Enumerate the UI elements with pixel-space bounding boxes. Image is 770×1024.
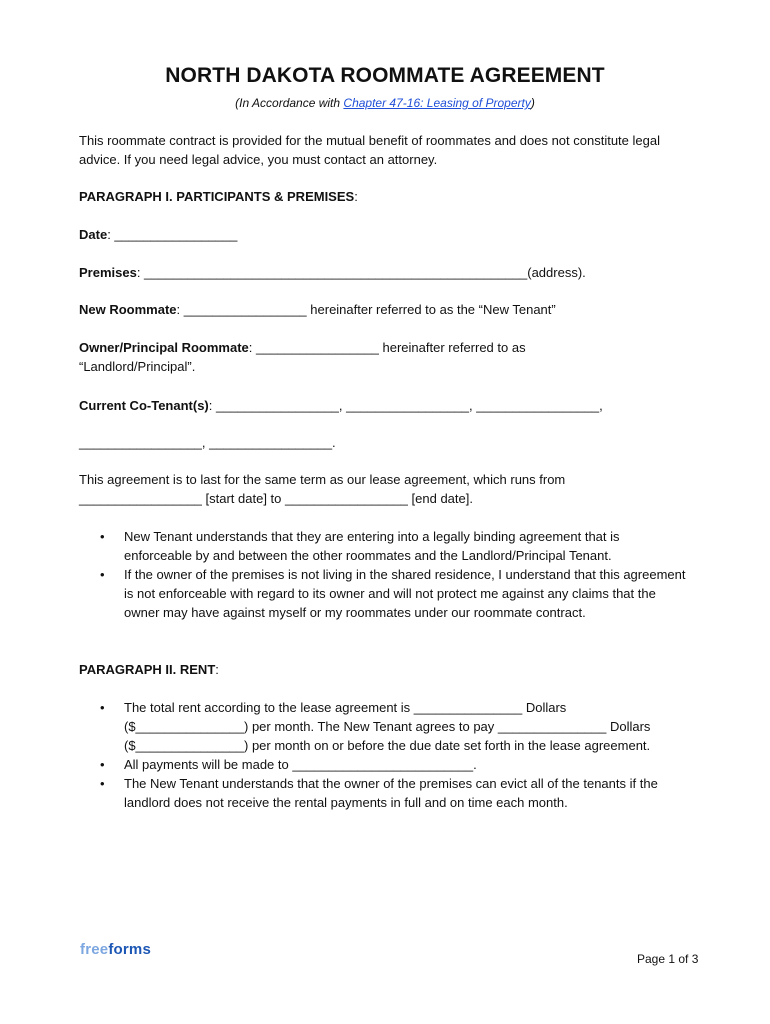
bullet-glyph: • — [100, 567, 105, 582]
cotenants-line-2: _________________, _________________. — [79, 435, 336, 450]
paragraph-1-heading-colon: : — [354, 189, 358, 204]
premises-field — [79, 263, 699, 282]
new-roommate-label: New Roommate — [79, 302, 177, 317]
subtitle-prefix: In Accordance with — [239, 96, 344, 110]
premises-blank: : _____________________________________________________(address). — [136, 265, 586, 280]
cotenants-field — [79, 396, 699, 415]
list-item — [79, 565, 689, 622]
paragraph-1-bullets — [79, 527, 689, 622]
freeforms-logo — [80, 941, 151, 958]
list-item — [79, 527, 689, 565]
paragraph-2-heading — [79, 660, 679, 679]
document-subtitle — [0, 96, 770, 110]
list-item — [79, 755, 689, 774]
premises-label: Premises — [79, 265, 137, 280]
new-roommate-field — [79, 300, 699, 319]
intro-paragraph: This roommate contract is provided for the mutual benefit of roommates and does not constitute legal advice. If you need legal advice, you must contact an attorney. — [79, 133, 660, 167]
date-label: Date — [79, 227, 108, 242]
statute-link[interactable]: Chapter 47-16: Leasing of Property — [343, 96, 531, 110]
new-roommate-blank: : _________________ hereinafter referred to as the “New Tenant” — [176, 302, 556, 317]
page-number: Page 1 of 3 — [637, 952, 699, 966]
list-item-text: The total rent according to the lease agreement is _______________ Dollars ($_______________) per month. The New Tenant agrees to pay _______________ Dollars ($_______________) per month on or before the due date set forth in the lease agreement. — [124, 700, 651, 753]
date-blank: : _________________ — [107, 227, 238, 242]
bullet-glyph: • — [100, 700, 105, 715]
cotenants-label: Current Co-Tenant(s) — [79, 398, 209, 413]
list-item — [79, 698, 689, 755]
list-item-text: New Tenant understands that they are entering into a legally binding agreement that is enforceable by and between the other roommates and the Landlord/Principal Tenant. — [124, 529, 620, 563]
logo-forms-part: forms — [108, 941, 152, 958]
list-item-text: All payments will be made to _________________________. — [124, 757, 477, 772]
term-paragraph: This agreement is to last for the same term as our lease agreement, which runs from _________________ [start date] to _________________ [end date]. — [79, 472, 566, 506]
list-item-text: The New Tenant understands that the owner of the premises can evict all of the tenants if the landlord does not receive the rental payments in full and on time each month. — [124, 776, 658, 810]
paragraph-1-heading-text: PARAGRAPH I. PARTICIPANTS & PREMISES — [79, 189, 355, 204]
subtitle-open-paren: ( — [235, 96, 240, 110]
date-field — [79, 225, 679, 244]
subtitle-close-paren: ) — [530, 96, 535, 110]
document-title: NORTH DAKOTA ROOMMATE AGREEMENT — [165, 64, 605, 87]
cotenants-blank: : _________________, _________________, _________________, — [208, 398, 603, 413]
paragraph-2-heading-colon: : — [215, 662, 219, 677]
bullet-glyph: • — [100, 776, 105, 791]
bullet-glyph: • — [100, 757, 105, 772]
logo-free-part: free — [80, 941, 109, 958]
bullet-glyph: • — [100, 529, 105, 544]
paragraph-2-heading-text: PARAGRAPH II. RENT — [79, 662, 216, 677]
owner-blank: : _________________ hereinafter referred to as “Landlord/Principal”. — [79, 340, 526, 374]
owner-field — [79, 338, 579, 376]
paragraph-2-bullets — [79, 698, 689, 812]
owner-label: Owner/Principal Roommate — [79, 340, 249, 355]
paragraph-1-heading — [79, 187, 679, 206]
list-item-text: If the owner of the premises is not living in the shared residence, I understand that this agreement is not enforceable with regard to its owner and will not protect me against any claims that the owner may have against myself or my roommates under our roommate contract. — [124, 567, 686, 620]
list-item — [79, 774, 689, 812]
